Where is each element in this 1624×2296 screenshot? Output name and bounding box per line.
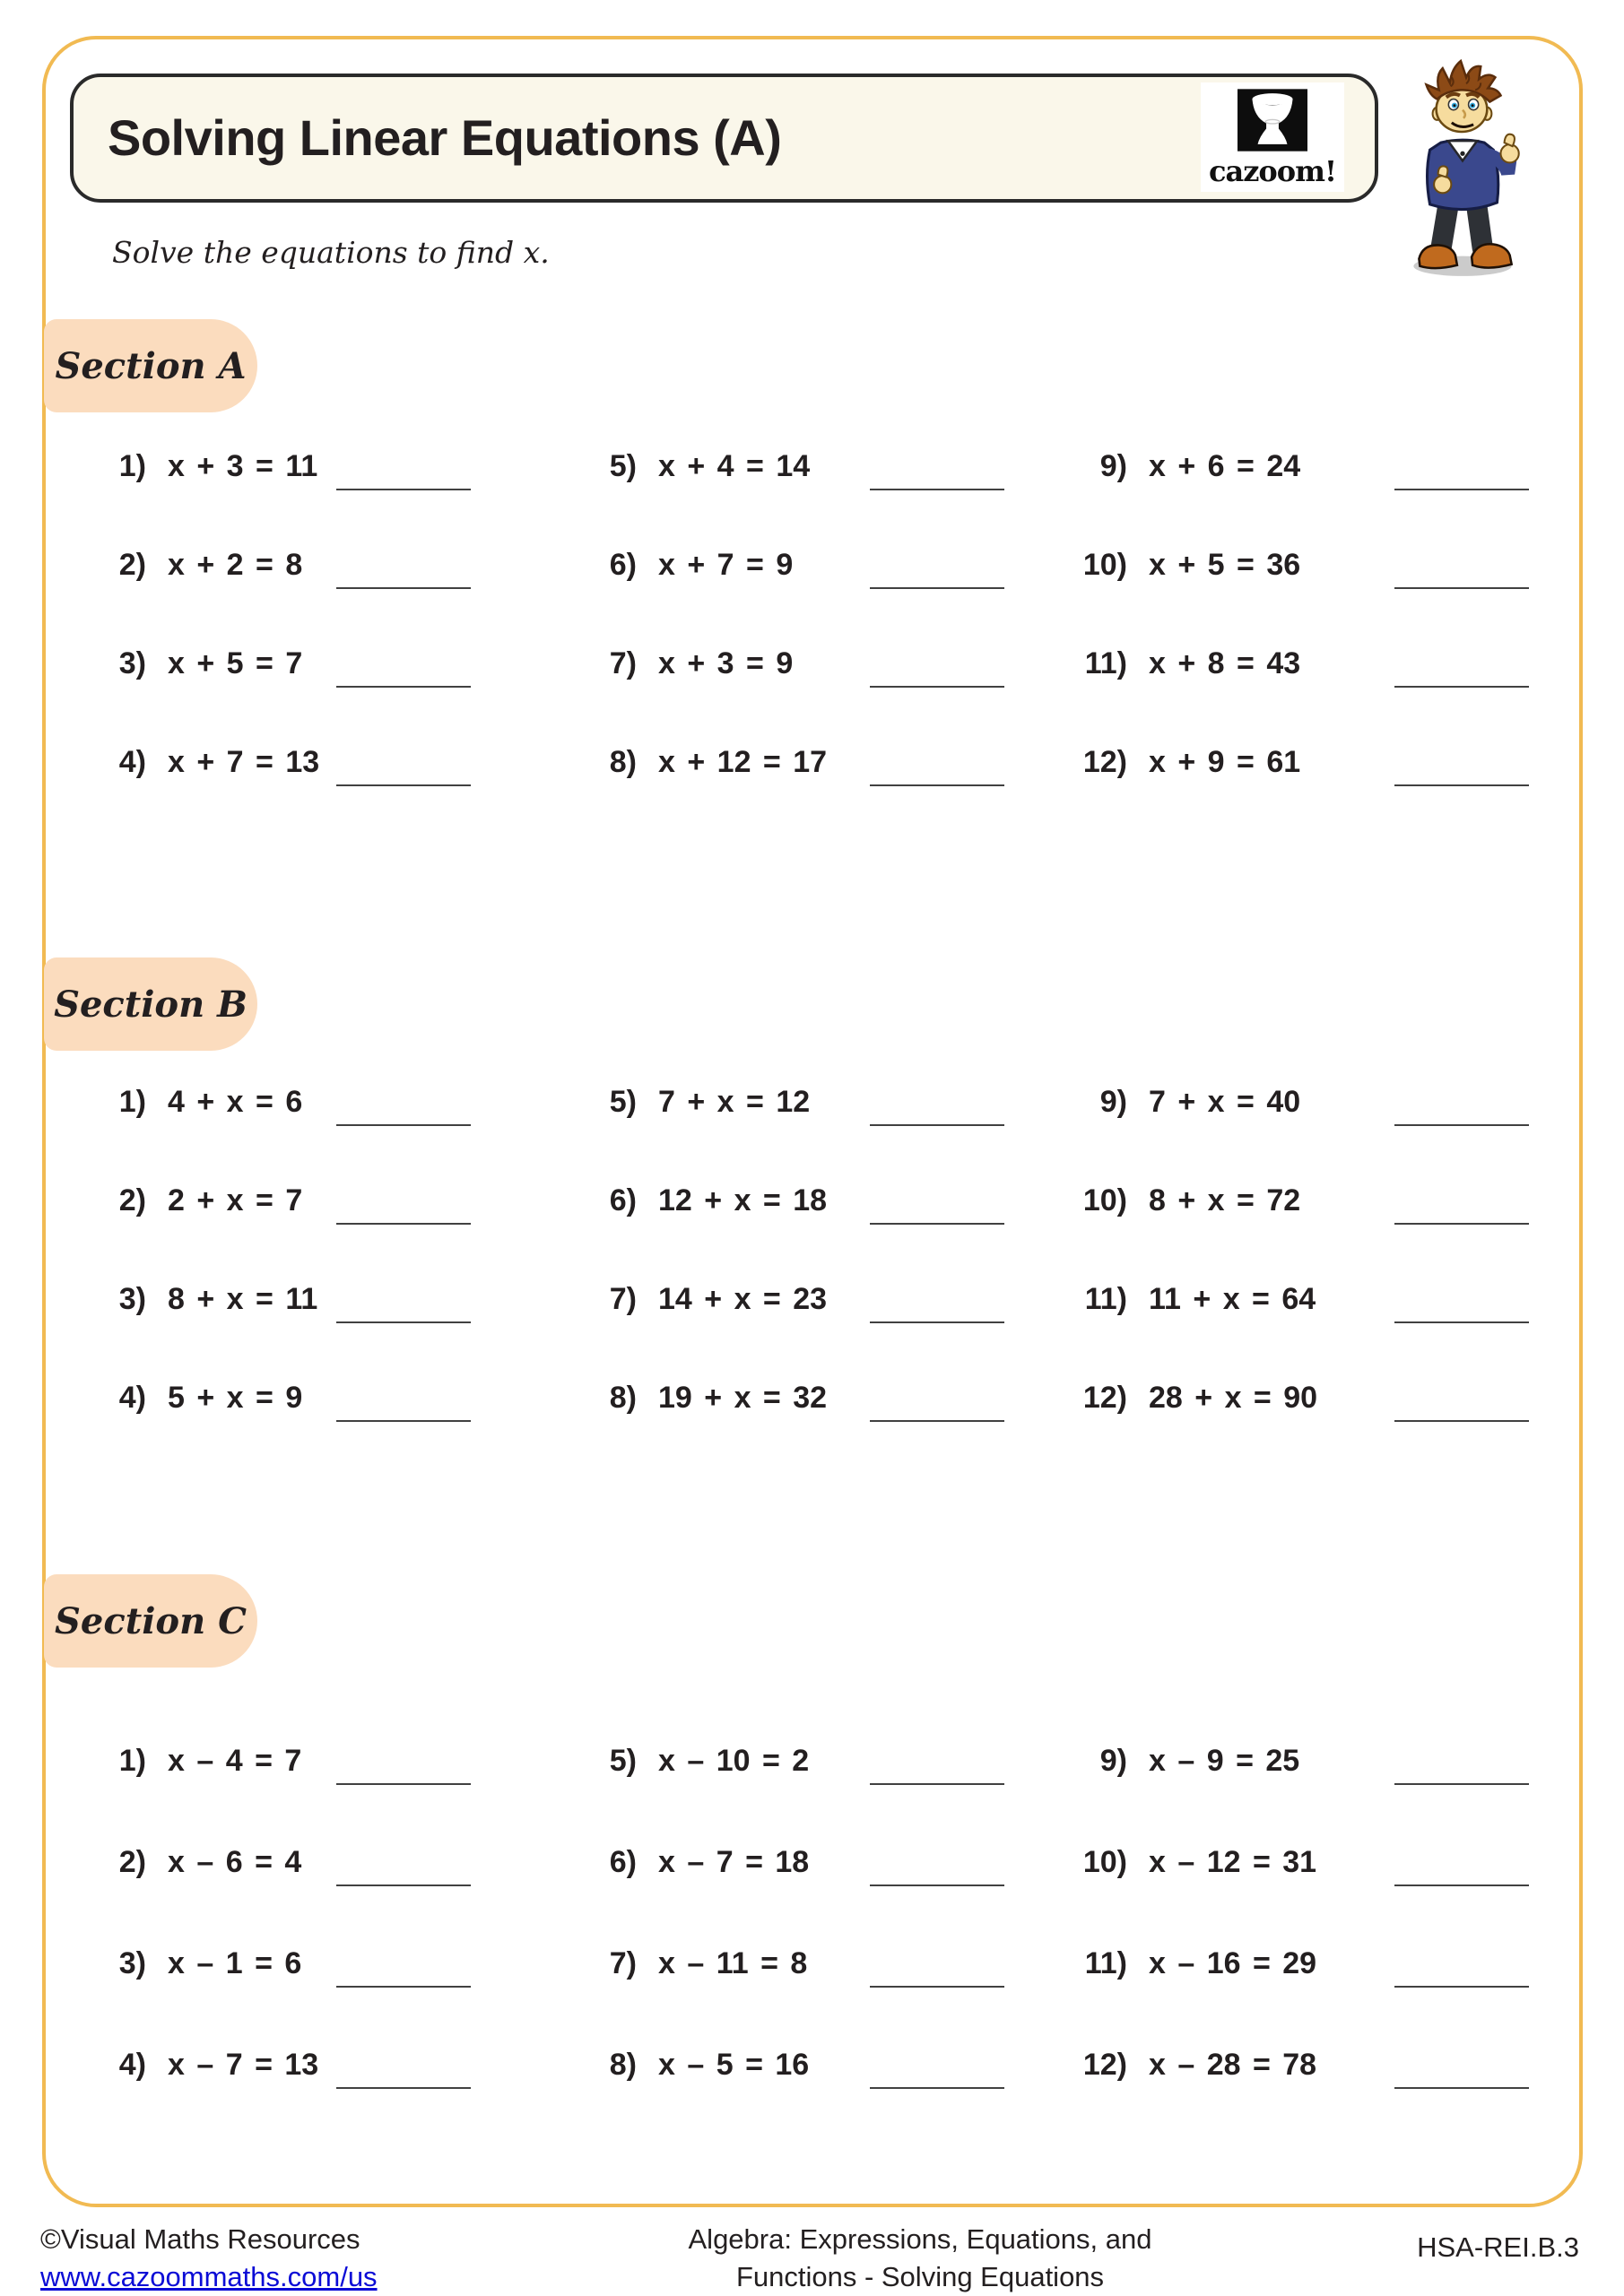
problem [1066,1934,1556,2035]
problem-equation: 4 + x = 6 [168,1085,303,1119]
problem [1066,1072,1556,1171]
footer-credit [40,2221,378,2296]
answer-line [336,1783,471,1785]
answer-line [870,1986,1004,1988]
cazoom-logo [1201,82,1344,192]
answer-line [1394,1420,1529,1422]
problem-number: 6) [609,1845,637,1879]
problem-equation: x – 12 = 31 [1149,1845,1317,1879]
problem-equation: 14 + x = 23 [658,1282,828,1316]
problem-number: 12) [1082,745,1127,779]
problem [576,634,1066,732]
problem-equation: x + 12 = 17 [658,745,828,779]
answer-line [870,1124,1004,1126]
section-a-label: Section A [44,319,257,412]
answer-line [870,1321,1004,1323]
problem [85,2035,576,2136]
problem-number: 11) [1084,646,1127,680]
answer-line [336,1124,471,1126]
problem-number: 4) [118,745,146,779]
answer-line [870,1783,1004,1785]
title-box [70,74,1378,203]
footer-subject [579,2221,1261,2296]
problem-number: 7) [609,1282,637,1316]
answer-line [1394,587,1529,589]
problem-number: 1) [118,449,146,483]
answer-line [336,784,471,786]
problem [85,1171,576,1269]
problem-equation: x – 6 = 4 [168,1845,302,1879]
problem-number: 4) [118,1381,146,1415]
answer-line [870,784,1004,786]
copyright-text: ©Visual Maths Resources [40,2223,360,2255]
answer-line [870,489,1004,490]
problem-equation: x – 11 = 8 [658,1946,808,1980]
answer-line [1394,1321,1529,1323]
problem [576,535,1066,634]
problem-equation: x + 3 = 11 [168,449,318,483]
answer-line [870,1223,1004,1225]
problem-equation: x + 4 = 14 [658,449,811,483]
problem-equation: x – 28 = 78 [1149,2048,1317,2082]
answer-line [336,1321,471,1323]
problem-number: 1) [118,1744,146,1778]
problem [576,732,1066,831]
problem-number: 12) [1082,1381,1127,1415]
answer-line [336,686,471,688]
problem [576,1832,1066,1934]
problem-number: 1) [118,1085,146,1119]
problem-equation: 7 + x = 12 [658,1085,811,1119]
problem-number: 2) [118,548,146,582]
problem-number: 7) [609,1946,637,1980]
problem-equation: x + 7 = 13 [168,745,320,779]
subject-line-1: Algebra: Expressions, Equations, and [688,2223,1152,2255]
problem-equation: 8 + x = 72 [1149,1183,1301,1217]
cazoom-logo-text: cazoom! [1209,154,1336,188]
problem [576,1368,1066,1467]
answer-line [336,1884,471,1886]
section-c-problems [85,1731,1556,2136]
problem [1066,1731,1556,1832]
answer-line [1394,1783,1529,1785]
answer-line [870,1420,1004,1422]
answer-line [336,1986,471,1988]
problem [85,732,576,831]
answer-line [336,587,471,589]
answer-line [1394,1884,1529,1886]
cazoom-drum-icon [1238,84,1307,156]
answer-line [870,686,1004,688]
problem-number: 3) [118,646,146,680]
website-link[interactable]: www.cazoommaths.com/us [40,2261,378,2292]
problem-equation: x + 2 = 8 [168,548,303,582]
page-title: Solving Linear Equations (A) [108,109,782,166]
problem-number: 11) [1084,1946,1127,1980]
problem-equation: x + 5 = 7 [168,646,303,680]
problem-number: 5) [609,1744,637,1778]
problem [1066,1832,1556,1934]
problem-equation: x + 8 = 43 [1149,646,1301,680]
problem-number: 3) [118,1946,146,1980]
problem-number: 3) [118,1282,146,1316]
problem-number: 12) [1082,2048,1127,2082]
problem [85,1368,576,1467]
problem [576,1171,1066,1269]
problem [1066,1368,1556,1467]
problem [1066,1171,1556,1269]
problem [576,2035,1066,2136]
problem-equation: 2 + x = 7 [168,1183,303,1217]
answer-line [1394,489,1529,490]
subject-line-2: Functions - Solving Equations [735,2261,1105,2292]
problem-equation: 5 + x = 9 [168,1381,303,1415]
answer-line [1394,1986,1529,1988]
problem [85,437,576,535]
problem [85,1832,576,1934]
section-a-problems [85,437,1556,831]
answer-line [1394,686,1529,688]
problem [1066,1269,1556,1368]
cartoon-boy-icon [1395,59,1532,282]
problem-equation: x + 7 = 9 [658,548,794,582]
problem-number: 2) [118,1845,146,1879]
problem-equation: x + 3 = 9 [658,646,794,680]
problem [1066,535,1556,634]
section-b-label: Section B [44,957,257,1051]
problem [85,1269,576,1368]
answer-line [1394,2087,1529,2089]
problem-equation: 11 + x = 64 [1149,1282,1316,1316]
problem-equation: x + 6 = 24 [1149,449,1301,483]
problem-number: 6) [609,1183,637,1217]
problem-number: 10) [1082,1183,1127,1217]
problem [1066,732,1556,831]
problem-equation: 7 + x = 40 [1149,1085,1301,1119]
problem-equation: 28 + x = 90 [1149,1381,1318,1415]
problem-equation: x – 7 = 13 [168,2048,319,2082]
problem-equation: 12 + x = 18 [658,1183,828,1217]
problem [576,437,1066,535]
section-b-problems [85,1072,1556,1467]
problem-number: 10) [1082,548,1127,582]
answer-line [336,489,471,490]
answer-line [1394,1124,1529,1126]
problem-number: 8) [609,745,637,779]
problem [576,1072,1066,1171]
problem-number: 9) [1099,1744,1127,1778]
problem-equation: 8 + x = 11 [168,1282,318,1316]
answer-line [1394,1223,1529,1225]
problem-equation: x – 16 = 29 [1149,1946,1317,1980]
problem-number: 7) [609,646,637,680]
problem-equation: x – 1 = 6 [168,1946,302,1980]
problem-equation: x – 10 = 2 [658,1744,810,1778]
problem [85,1072,576,1171]
answer-line [1394,784,1529,786]
problem [85,1731,576,1832]
instruction-text: Solve the equations to find x. [112,235,550,270]
problem-equation: x – 4 = 7 [168,1744,302,1778]
answer-line [336,1223,471,1225]
answer-line [336,2087,471,2089]
problem-number: 10) [1082,1845,1127,1879]
problem [85,1934,576,2035]
problem [1066,634,1556,732]
problem-equation: x + 5 = 36 [1149,548,1301,582]
problem-equation: x – 7 = 18 [658,1845,810,1879]
section-c-label: Section C [44,1574,257,1668]
problem-number: 5) [609,449,637,483]
answer-line [870,1884,1004,1886]
problem-number: 9) [1099,449,1127,483]
problem-number: 11) [1084,1282,1127,1316]
student-character-illustration [1395,59,1532,282]
problem-number: 8) [609,2048,637,2082]
problem [576,1934,1066,2035]
standard-code: HSA-REI.B.3 [1417,2231,1579,2263]
answer-line [870,2087,1004,2089]
problem-equation: x – 9 = 25 [1149,1744,1300,1778]
problem-number: 6) [609,548,637,582]
problem-equation: 19 + x = 32 [658,1381,828,1415]
problem-number: 5) [609,1085,637,1119]
answer-line [870,587,1004,589]
problem [576,1269,1066,1368]
problem [576,1731,1066,1832]
problem [85,634,576,732]
problem-number: 2) [118,1183,146,1217]
problem [1066,437,1556,535]
problem-number: 8) [609,1381,637,1415]
problem-number: 4) [118,2048,146,2082]
problem-equation: x + 9 = 61 [1149,745,1301,779]
problem-number: 9) [1099,1085,1127,1119]
problem [85,535,576,634]
answer-line [336,1420,471,1422]
problem [1066,2035,1556,2136]
problem-equation: x – 5 = 16 [658,2048,810,2082]
